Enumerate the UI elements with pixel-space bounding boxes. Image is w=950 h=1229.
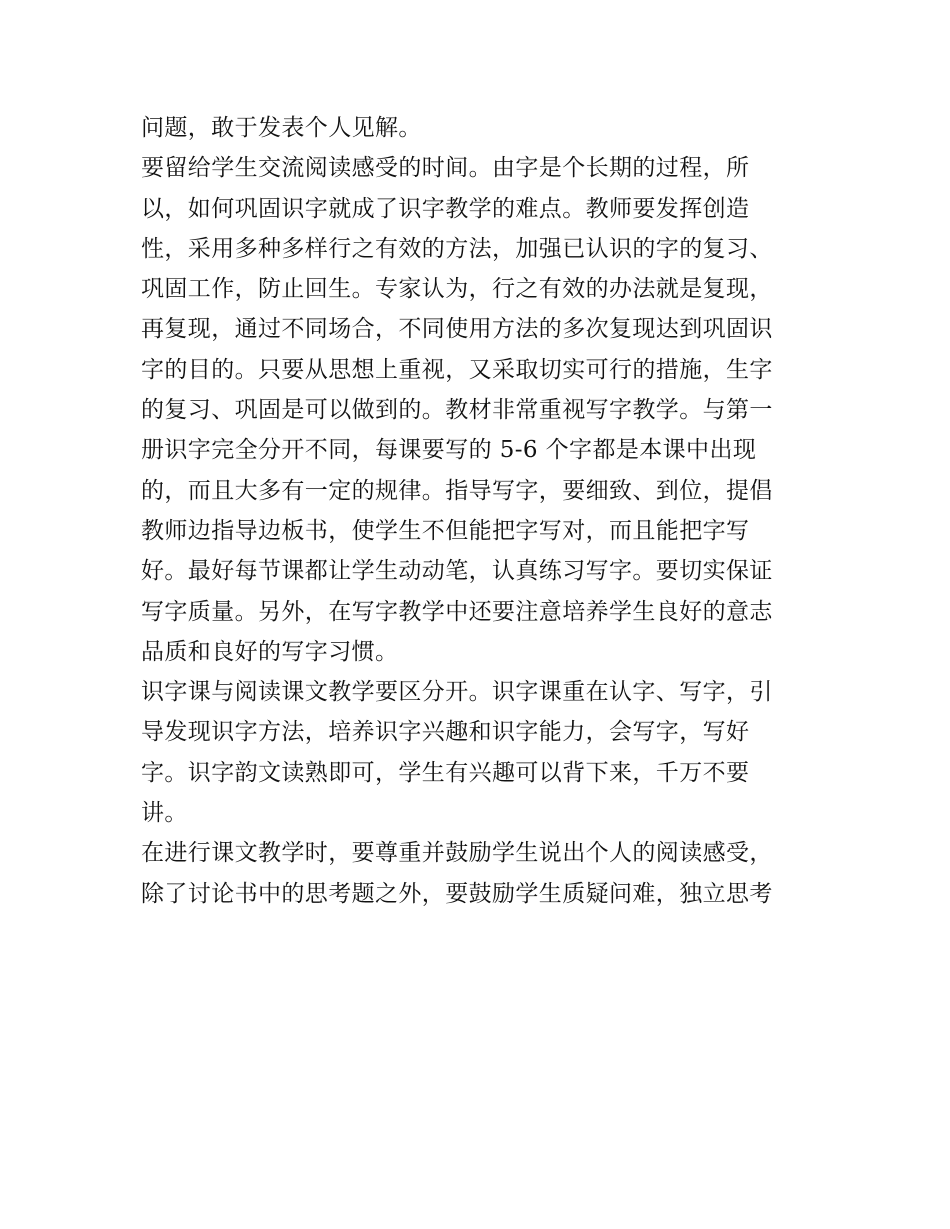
text-line-13: 写字质量。另外，在写字教学中还要注意培养学生良好的意志	[141, 598, 773, 625]
text-line-14: 品质和良好的写字习惯。	[141, 638, 399, 665]
document-body	[141, 108, 821, 914]
text-line-18: 讲。	[141, 800, 188, 827]
text-line-12: 好。最好每节课都让学生动动笔，认真练习写字。要切实保证	[141, 558, 773, 585]
text-line-4: 性，采用多种多样行之有效的方法，加强已认识的字的复习、	[141, 235, 773, 262]
text-line-8: 的复习、巩固是可以做到的。教材非常重视写字教学。与第一	[141, 397, 773, 424]
text-line-16: 导发现识字方法，培养识字兴趣和识字能力，会写字，写好	[141, 719, 750, 746]
text-line-11: 教师边指导边板书，使学生不但能把字写对，而且能把字写	[141, 517, 750, 544]
text-line-1: 问题，敢于发表个人见解。	[141, 115, 422, 141]
text-line-20: 除了讨论书中的思考题之外，要鼓励学生质疑问难，独立思考	[141, 880, 773, 907]
text-line-3: 以，如何巩固识字就成了识字教学的难点。教师要发挥创造	[141, 195, 750, 222]
text-line-6: 再复现，通过不同场合，不同使用方法的多次复现达到巩固识	[141, 316, 773, 343]
text-line-19: 在进行课文教学时，要尊重并鼓励学生说出个人的阅读感受，	[141, 840, 773, 867]
text-line-10: 的，而且大多有一定的规律。指导写字，要细致、到位，提倡	[141, 477, 773, 504]
text-line-2: 要留给学生交流阅读感受的时间。由字是个长期的过程，所	[141, 155, 750, 182]
text-line-7: 字的目的。只要从思想上重视，又采取切实可行的措施，生字	[141, 356, 773, 383]
text-line-17: 字。识字韵文读熟即可，学生有兴趣可以背下来，千万不要	[141, 759, 750, 786]
text-line-9: 册识字完全分开不同，每课要写的 5-6 个字都是本课中出现	[141, 437, 757, 464]
text-line-5: 巩固工作，防止回生。专家认为，行之有效的办法就是复现，	[141, 276, 773, 303]
text-line-15: 识字课与阅读课文教学要区分开。识字课重在认字、写字，引	[141, 679, 773, 706]
